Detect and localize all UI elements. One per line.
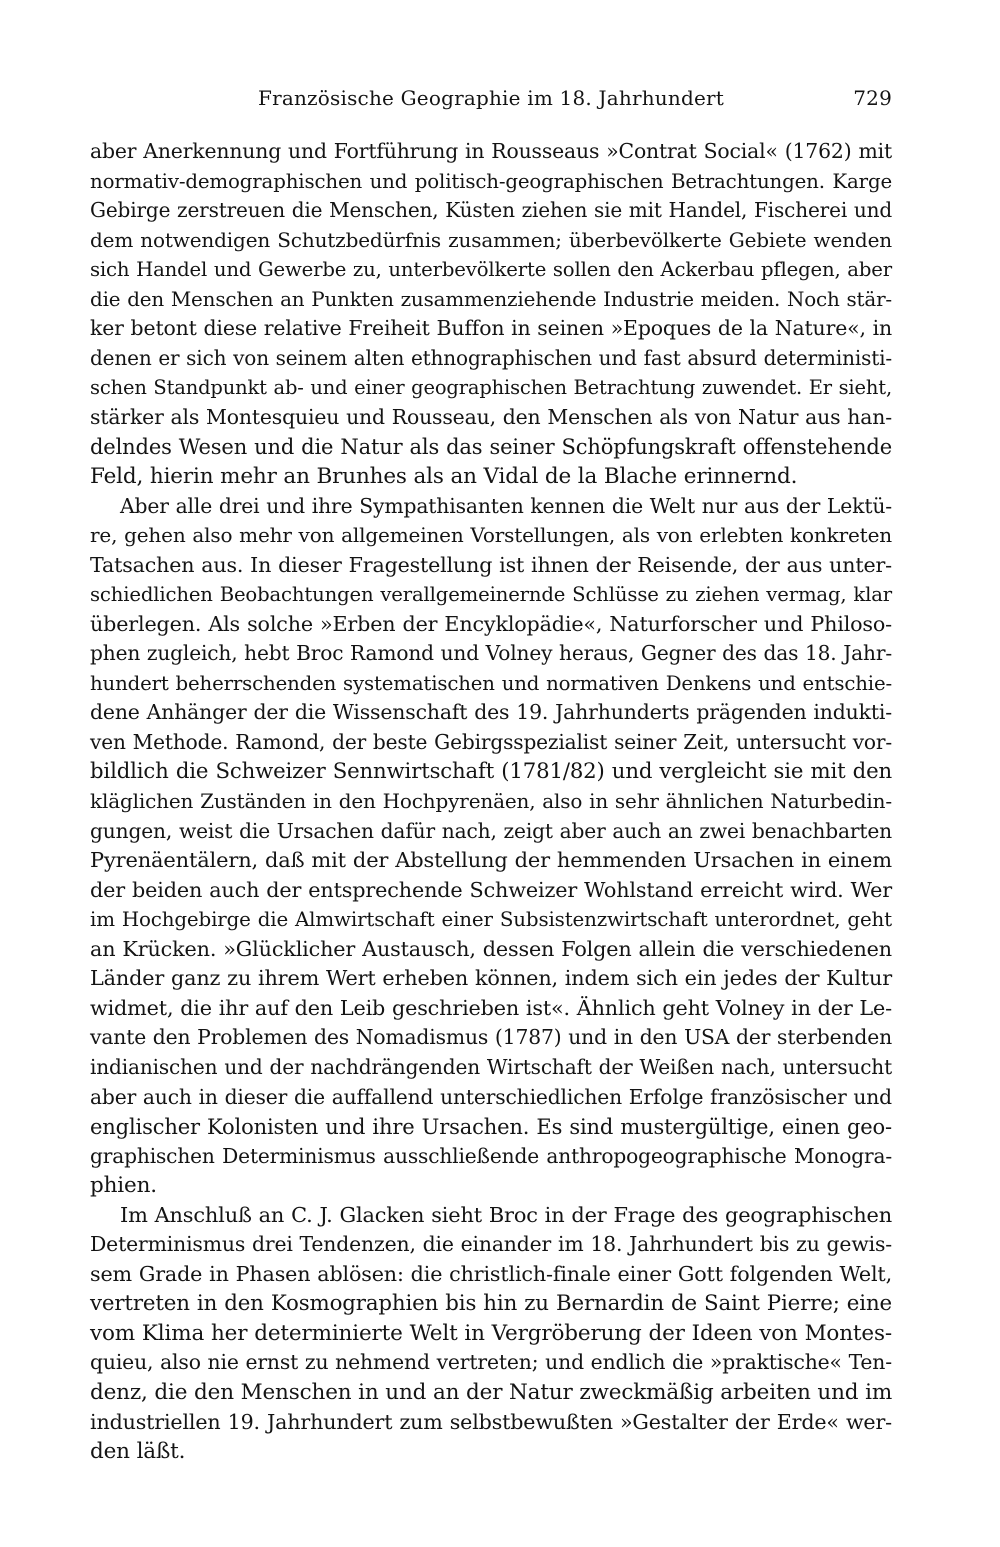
text-line: der beiden auch der entsprechende Schweizer Wohlstand erreicht wird. Wer: [90, 877, 892, 902]
text-line: Determinismus drei Tendenzen, die einander im 18. Jahrhundert bis zu gewis-: [90, 1232, 892, 1257]
text-line: aber auch in dieser die auffallend unterschiedlichen Erfolge französischer und: [90, 1084, 892, 1109]
text-line: hundert beherrschenden systematischen und normativen Denkens und entschie-: [90, 671, 892, 695]
text-line: schen Standpunkt ab- und einer geographischen Betrachtung zuwendet. Er sieht,: [90, 376, 892, 400]
text-line: re, gehen also mehr von allgemeinen Vorstellungen, als von erlebten konkreten: [90, 523, 892, 548]
text-line: delndes Wesen und die Natur als das seiner Schöpfungskraft offenstehende: [90, 434, 892, 460]
text-line: stärker als Montesquieu und Rousseau, den Menschen als von Natur aus han-: [90, 404, 892, 429]
text-line: indianischen und der nachdrängenden Wirtschaft der Weißen nach, untersucht: [90, 1054, 892, 1079]
text-line: denz, die den Menschen in und an der Natur zweckmäßig arbeiten und im: [90, 1379, 893, 1405]
page-number: 729: [853, 86, 892, 110]
text-line: widmet, die ihr auf den Leib geschrieben ist«. Ähnlich geht Volney in der Le-: [90, 995, 892, 1020]
running-head: [90, 86, 892, 116]
text-line: die den Menschen an Punkten zusammenziehende Industrie meiden. Noch stär-: [90, 287, 892, 311]
text-line: schiedlichen Beobachtungen verallgemeinernde Schlüsse zu ziehen vermag, klar: [90, 583, 892, 607]
paragraph: [90, 492, 892, 1201]
text-line: dene Anhänger der die Wissenschaft des 19. Jahrhunderts prägenden indukti-: [90, 700, 892, 725]
paragraph-text: [90, 137, 892, 492]
paragraph-text: [90, 492, 892, 1201]
text-line: vertreten in den Kosmographien bis hin zu Bernardin de Saint Pierre; eine: [90, 1291, 892, 1317]
text-line: Tatsachen aus. In dieser Fragestellung ist ihnen der Reisende, der aus unter-: [90, 552, 892, 577]
text-line: an Krücken. »Glücklicher Austausch, dessen Folgen allein die verschiedenen: [90, 936, 892, 961]
text-line: Im Anschluß an C. J. Glacken sieht Broc in der Frage des geographischen: [120, 1202, 892, 1227]
text-line: Pyrenäentälern, daß mit der Abstellung der hemmenden Ursachen in einem: [90, 848, 892, 873]
paragraph: [90, 137, 892, 492]
text-line: normativ-demographischen und politisch-geographischen Betrachtungen. Karge: [90, 169, 892, 193]
text-line: Gebirge zerstreuen die Menschen, Küsten ziehen sie mit Handel, Fischerei und: [90, 198, 892, 223]
text-line: bildlich die Schweizer Sennwirtschaft (1781/82) und vergleicht sie mit den: [90, 759, 892, 785]
text-line: vante den Problemen des Nomadismus (1787) und in den USA der sterbenden: [90, 1025, 892, 1050]
text-line: englischer Kolonisten und ihre Ursachen. Es sind mustergültige, einen geo-: [90, 1114, 892, 1140]
text-line: den läßt.: [90, 1439, 186, 1465]
text-line: gungen, weist die Ursachen dafür nach, zeigt aber auch an zwei benachbarten: [90, 818, 892, 843]
text-line: im Hochgebirge die Almwirtschaft einer Subsistenzwirtschaft unterordnet, geht: [90, 908, 892, 932]
text-line: dem notwendigen Schutzbedürfnis zusammen; überbevölkerte Gebiete wenden: [90, 227, 892, 252]
paragraph: [90, 1201, 892, 1467]
text-line: Feld, hierin mehr an Brunhes als an Vidal de la Blache erinnernd.: [90, 464, 798, 490]
text-line: phien.: [90, 1173, 157, 1199]
text-line: kläglichen Zuständen in den Hochpyrenäen, also in sehr ähnlichen Naturbedin-: [90, 789, 892, 814]
text-line: phen zugleich, hebt Broc Ramond und Volney heraus, Gegner des das 18. Jahr-: [90, 641, 892, 666]
text-line: ven Methode. Ramond, der beste Gebirgsspezialist seiner Zeit, untersucht vor-: [90, 729, 892, 754]
text-line: quieu, also nie ernst zu nehmend vertreten; und endlich die »praktische« Ten-: [90, 1350, 892, 1375]
text-line: überlegen. Als solche »Erben der Encyklopädie«, Naturforscher und Philoso-: [90, 611, 892, 636]
text-line: Länder ganz zu ihrem Wert erheben können, indem sich ein jedes der Kultur: [90, 966, 892, 991]
text-line: Aber alle drei und ihre Sympathisanten kennen die Welt nur aus der Lektü-: [120, 493, 892, 518]
text-line: denen er sich von seinem alten ethnographischen und fast absurd deterministi-: [90, 345, 892, 370]
body-text: [90, 137, 892, 1467]
text-line: aber Anerkennung und Fortführung in Rousseaus »Contrat Social« (1762) mit: [90, 139, 892, 163]
text-line: industriellen 19. Jahrhundert zum selbstbewußten »Gestalter der Erde« wer-: [90, 1409, 892, 1434]
text-line: vom Klima her determinierte Welt in Vergröberung der Ideen von Montes-: [90, 1320, 892, 1346]
text-line: sich Handel und Gewerbe zu, unterbevölkerte sollen den Ackerbau pflegen, aber: [90, 258, 892, 282]
text-line: graphischen Determinismus ausschließende anthropogeographische Monogra-: [90, 1143, 892, 1168]
paragraph-text: [90, 1201, 892, 1467]
text-line: ker betont diese relative Freiheit Buffon in seinen »Epoques de la Nature«, in: [90, 316, 892, 341]
running-title: Französische Geographie im 18. Jahrhundert: [258, 86, 724, 110]
text-line: sem Grade in Phasen ablösen: die christlich-finale einer Gott folgenden Welt,: [90, 1261, 892, 1286]
